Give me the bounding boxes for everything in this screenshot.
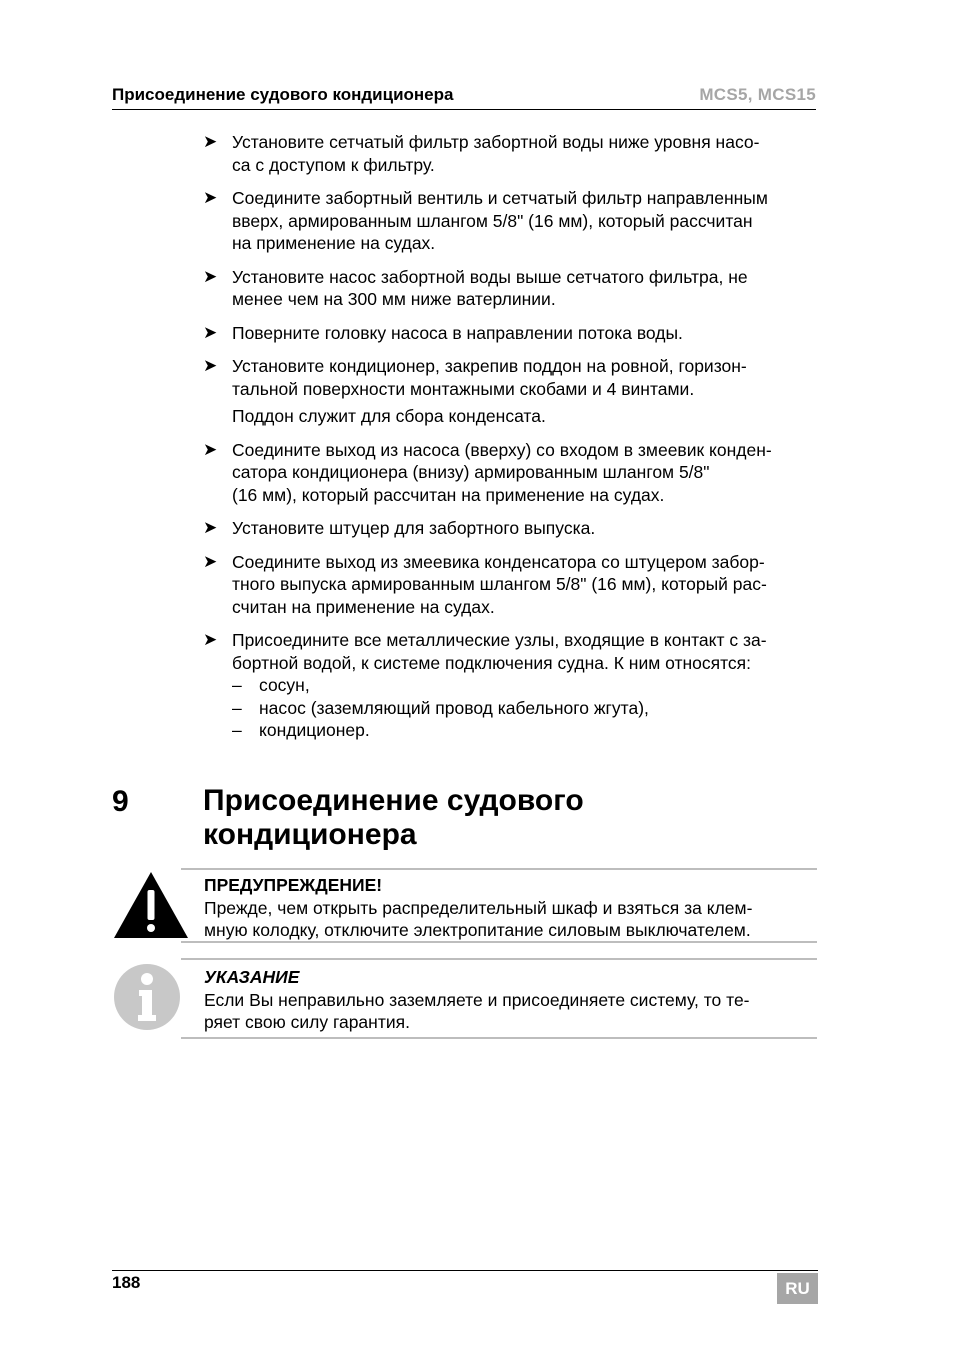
list-item-text: насос (заземляющий провод кабельного жгута), (259, 697, 649, 718)
header-title: Присоединение судового кондиционера (112, 85, 454, 104)
list-item (232, 674, 819, 697)
step-text: Установите кондиционер, закрепив поддон на ровной, горизон- тальной поверхности монтажными скобами и 4 винтами. (232, 356, 747, 399)
step-item (203, 266, 819, 311)
component-list (232, 674, 819, 742)
warning-heading: ПРЕДУПРЕЖДЕНИЕ! (204, 875, 383, 895)
step-note: Поддон служит для сбора конденсата. (232, 406, 546, 426)
warning-triangle-icon (112, 870, 190, 940)
header-model: MCS5, MCS15 (699, 85, 816, 104)
step-item (203, 629, 819, 742)
step-text: Установите штуцер для забортного выпуска. (232, 518, 596, 538)
step-item (203, 131, 819, 176)
warning-text: Прежде, чем открыть распределительный шкаф и взяться за клем- мную колодку, отключите электропитание силовым выключателем. (204, 897, 753, 940)
chapter-number: 9 (112, 785, 129, 818)
arrow-bullet-icon: ➤ (203, 188, 218, 207)
arrow-bullet-icon: ➤ (203, 518, 218, 537)
page-footer (112, 1270, 818, 1298)
note-text: Если Вы неправильно заземляете и присоединяете систему, то те- ряет свою силу гарантия. (204, 989, 750, 1032)
arrow-bullet-icon: ➤ (203, 356, 218, 375)
dash-bullet: – (232, 697, 242, 718)
step-item (203, 517, 819, 540)
arrow-bullet-icon: ➤ (203, 322, 218, 342)
note-box (181, 958, 817, 1039)
note-heading: УКАЗАНИЕ (204, 967, 300, 987)
list-item (232, 697, 819, 720)
list-item-text: кондиционер. (259, 720, 370, 740)
step-text: Поверните головку насоса в направлении потока воды. (232, 322, 683, 343)
step-text: Присоедините все металлические узлы, входящие в контакт с за- бортной водой, к системе подключения судна. К ним относятся: (232, 630, 767, 673)
arrow-bullet-icon: ➤ (203, 132, 218, 151)
list-item-text: сосун, (259, 675, 310, 695)
warning-box (181, 868, 817, 943)
list-item (232, 719, 819, 742)
step-text: Установите сетчатый фильтр забортной воды ниже уровня насо- са с доступом к фильтру. (232, 132, 760, 175)
step-item (203, 551, 819, 619)
chapter-title: Присоединение судового кондиционера (203, 784, 584, 851)
step-item (203, 187, 819, 255)
dash-bullet: – (232, 720, 242, 740)
language-badge: RU (777, 1273, 818, 1304)
instruction-list (203, 131, 819, 753)
step-item (203, 322, 819, 345)
step-text: Соедините выход из насоса (вверху) со входом в змеевик конден- сатора кондиционера (внизу) армированным шлангом 5/8" (16 мм), который рассчитан на применение на судах. (232, 439, 772, 505)
step-text: Соедините выход из змеевика конденсатора со штуцером забор- тного выпуска армированным шлангом 5/8" (16 мм), который рас- считан на применение на судах. (232, 551, 767, 617)
arrow-bullet-icon: ➤ (203, 439, 218, 459)
arrow-bullet-icon: ➤ (203, 266, 218, 286)
arrow-bullet-icon: ➤ (203, 630, 218, 649)
step-item (203, 355, 819, 428)
step-item (203, 439, 819, 507)
arrow-bullet-icon: ➤ (203, 551, 218, 571)
dash-bullet: – (232, 675, 242, 695)
info-icon (113, 963, 181, 1031)
step-text: Соедините забортный вентиль и сетчатый фильтр направленным вверх, армированным шлангом 5/8" (16 мм), который рассчитан на применение на судах. (232, 188, 768, 253)
page-header (112, 84, 816, 110)
page-number: 188 (112, 1273, 141, 1292)
step-text: Установите насос забортной воды выше сетчатого фильтра, не менее чем на 300 мм ниже ватерлинии. (232, 266, 748, 309)
